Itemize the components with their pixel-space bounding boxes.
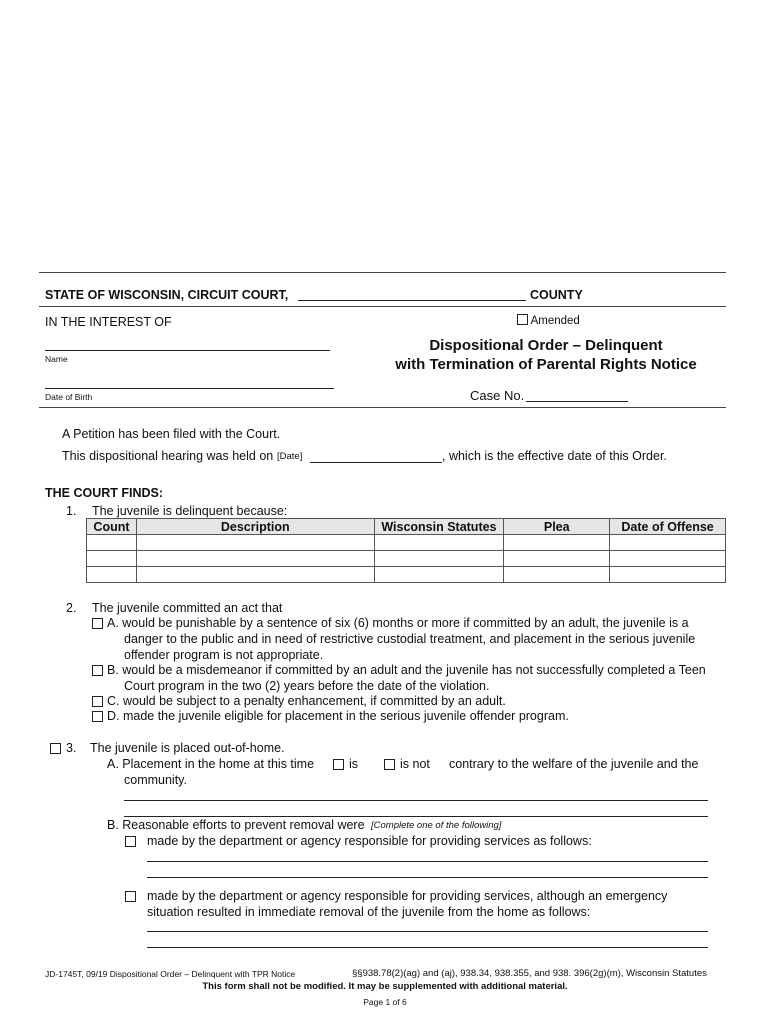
item2-a-line3: offender program is not appropriate. (124, 648, 324, 662)
item3-a-explanation-line2[interactable] (124, 816, 708, 817)
date-hint: [Date] (277, 451, 303, 462)
item3-b-opt2-checkbox[interactable] (125, 890, 136, 904)
table-row[interactable] (87, 535, 726, 551)
item3-b-opt2-answer-line1[interactable] (147, 931, 708, 932)
item3-a-isnot-label: is not (400, 757, 430, 771)
court-line-prefix: STATE OF WISCONSIN, CIRCUIT COURT, (45, 288, 289, 302)
item2-text: The juvenile committed an act that (92, 601, 283, 615)
item3-b-opt2-line2: situation resulted in immediate removal of the juvenile from the home as follows: (147, 905, 591, 919)
hearing-suffix: , which is the effective date of this Order. (442, 449, 667, 463)
item3-number: 3. (66, 741, 77, 755)
header-rule (39, 306, 726, 307)
item3-a-is-label: is (349, 757, 359, 771)
dob-label: Date of Birth (45, 392, 93, 402)
col-statutes: Wisconsin Statutes (374, 519, 504, 535)
item2-b-line2: Court program in the two (2) years before the date of the violation. (124, 679, 490, 693)
item3-checkbox[interactable] (50, 742, 61, 756)
item3-a-isnot-checkbox[interactable] (384, 758, 395, 772)
form-title-line1: Dispositional Order – Delinquent (429, 337, 663, 354)
item1-number: 1. (66, 504, 77, 518)
hearing-date-field[interactable] (310, 462, 442, 463)
header-bottom-rule (39, 407, 726, 408)
table-row[interactable] (87, 551, 726, 567)
item3-b-opt1-line1[interactable] (147, 861, 708, 862)
case-no-label: Case No. (470, 388, 525, 403)
table-row[interactable] (87, 567, 726, 583)
item3-a-is-checkbox[interactable] (333, 758, 344, 772)
col-plea: Plea (504, 519, 610, 535)
court-line-suffix: COUNTY (530, 288, 583, 302)
amended-checkbox[interactable] (517, 314, 528, 325)
item2-a-checkbox[interactable] (92, 617, 103, 631)
item3-a-line2: community. (124, 773, 187, 787)
col-description: Description (136, 519, 374, 535)
item3-b-opt2-line1: made by the department or agency responsible for providing services, although an emergency (147, 889, 668, 903)
offense-table (86, 518, 726, 583)
footer-statutes: §§938.78(2)(ag) and (aj), 938.34, 938.355, and 938. 396(2g)(m), Wisconsin Statutes (352, 968, 707, 979)
item3-b-opt2-answer-line2[interactable] (147, 947, 708, 948)
item2-c-text: C. would be subject to a penalty enhancement, if committed by an adult. (107, 694, 506, 708)
col-date-of-offense: Date of Offense (610, 519, 726, 535)
hearing-prefix: This dispositional hearing was held on (62, 449, 274, 463)
item3-b-opt1-line2[interactable] (147, 877, 708, 878)
item2-d-text: D. made the juvenile eligible for placement in the serious juvenile offender program. (107, 709, 569, 723)
item3-b-opt1-text: made by the department or agency responsible for providing services as follows: (147, 834, 592, 848)
petition-statement: A Petition has been filed with the Court. (62, 427, 281, 441)
item3-b-text: B. Reasonable efforts to prevent removal were (107, 818, 365, 832)
item2-number: 2. (66, 601, 77, 615)
name-label: Name (45, 354, 68, 364)
item2-c-checkbox[interactable] (92, 695, 103, 709)
item2-d-checkbox[interactable] (92, 710, 103, 724)
footer-form-id: JD-1745T, 09/19 Dispositional Order – Delinquent with TPR Notice (45, 969, 296, 979)
col-count: Count (87, 519, 137, 535)
case-no-field[interactable] (526, 401, 628, 402)
court-finds-heading: THE COURT FINDS: (45, 486, 164, 500)
item3-text: The juvenile is placed out-of-home. (90, 741, 285, 755)
footer-notice: This form shall not be modified. It may be supplemented with additional material. (202, 981, 568, 992)
item2-a-line1: A. would be punishable by a sentence of six (6) months or more if committed by an adult, the juvenile is a (107, 616, 689, 630)
item2-b-line1: B. would be a misdemeanor if committed by an adult and the juvenile has not successfully completed a Teen (107, 663, 706, 677)
item3-b-opt1-checkbox[interactable] (125, 835, 136, 849)
in-interest-of-label: IN THE INTEREST OF (45, 315, 172, 329)
form-title-line2: with Termination of Parental Rights Notice (395, 356, 697, 373)
top-rule (39, 272, 726, 273)
amended-label: Amended (530, 315, 580, 327)
item3-a-explanation-line1[interactable] (124, 800, 708, 801)
amended-option[interactable] (517, 314, 580, 327)
item2-a-line2: danger to the public and in need of restrictive custodial treatment, and placement in the serious juvenile (124, 632, 696, 646)
footer-page-number: Page 1 of 6 (363, 997, 407, 1007)
item1-text: The juvenile is delinquent because: (92, 504, 288, 518)
dob-field[interactable] (45, 388, 334, 389)
item3-b-hint: [Complete one of the following] (371, 820, 502, 831)
item3-a-prefix: A. Placement in the home at this time (107, 757, 315, 771)
item2-b-checkbox[interactable] (92, 664, 103, 678)
table-header-row (87, 519, 726, 535)
name-field[interactable] (45, 350, 330, 351)
county-field[interactable] (298, 300, 526, 301)
item3-a-suffix: contrary to the welfare of the juvenile and the (449, 757, 699, 771)
